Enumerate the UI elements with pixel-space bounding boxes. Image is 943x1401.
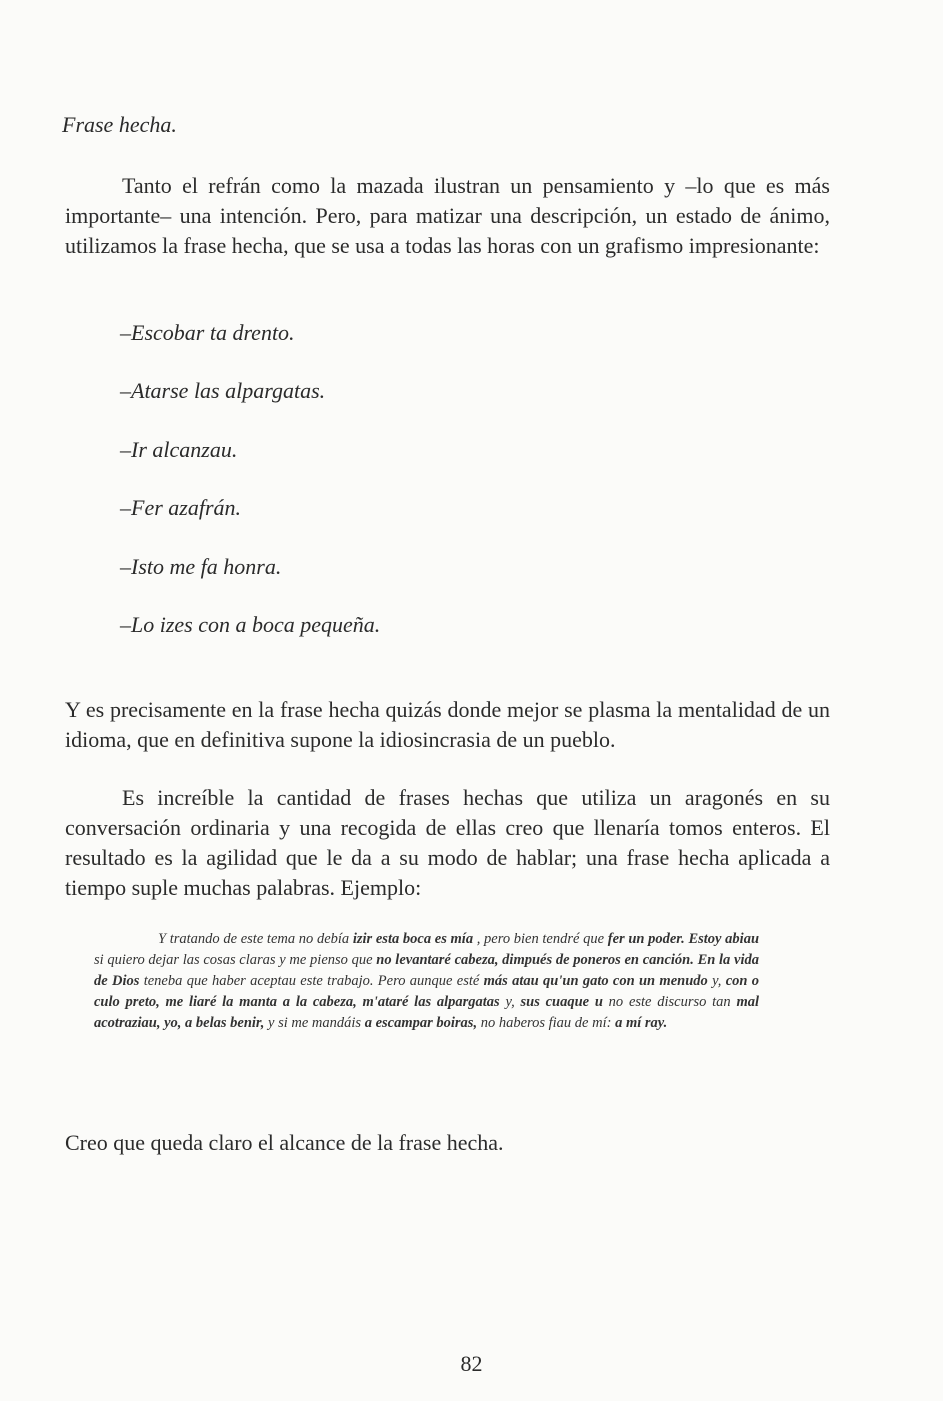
- example-segment: , pero bien tendré que: [473, 931, 608, 947]
- phrase-item: –Fer azafrán.: [120, 495, 241, 521]
- example-bold-segment: sus cuaque u: [520, 994, 603, 1010]
- example-segment: teneba que haber aceptau este trabajo. Pero aunque esté: [139, 973, 484, 989]
- intro-paragraph: Tanto el refrán como la mazada ilustran un pensamiento y –lo que es más importante– una intención. Pero, para matizar una descripción, un estado de ánimo, utilizamos la frase hecha, que se usa a todas las horas con un grafismo impresionante:: [65, 173, 830, 258]
- phrase-item: –Atarse las alpargatas.: [120, 378, 326, 404]
- example-segment: y,: [499, 994, 521, 1010]
- example-segment: Y tratando de este tema no debía: [158, 931, 353, 947]
- page-number: 82: [460, 1351, 483, 1376]
- phrase-item: –Escobar ta drento.: [120, 320, 295, 345]
- example-segment: y si me mandáis: [264, 1015, 365, 1031]
- example-segment: no este discurso tan: [602, 994, 737, 1010]
- example-segment: si quiero dejar las cosas claras y me pienso que: [94, 952, 377, 968]
- phrase-item: –Ir alcanzau.: [120, 436, 238, 462]
- example-bold-segment: mal acotraziau, yo, a belas benir,: [94, 994, 759, 1031]
- example-bold-segment: fer un poder.: [607, 931, 685, 947]
- section-heading: Frase hecha.: [62, 112, 177, 137]
- mentality-paragraph: Y es precisamente en la frase hecha quizás donde mejor se plasma la mentalidad de un idioma, que en definitiva supone la idiosincrasia de un pueblo.: [65, 697, 830, 752]
- quantity-paragraph: Es increíble la cantidad de frases hechas que utiliza un aragonés en su conversación ordinaria y una recogida de ellas creo que llenaría tomos enteros. El resultado es la agilidad que le da a su modo de hablar; una frase hecha aplicada a tiempo suple muchas palabras. Ejemplo:: [65, 785, 830, 900]
- example-bold-segment: a escampar boiras,: [364, 1015, 478, 1031]
- phrase-item: –Lo izes con a boca pequeña.: [120, 611, 381, 637]
- example-bold-segment: más atau qu'un gato con un menudo: [483, 973, 708, 989]
- example-bold-segment: Estoy abiau: [688, 931, 760, 947]
- conclusion-paragraph: Creo que queda claro el alcance de la frase hecha.: [65, 1130, 504, 1155]
- example-quote: [94, 929, 759, 1034]
- phrase-list: [120, 318, 380, 668]
- example-bold-segment: a mí ray.: [615, 1015, 668, 1031]
- phrase-item: –Isto me fa honra.: [120, 553, 282, 579]
- example-bold-segment: con o culo preto, me liaré la manta a la cabeza, m'ataré las alpargatas: [94, 973, 760, 1010]
- example-segment: no haberos fiau de mí:: [477, 1015, 616, 1031]
- example-bold-segment: izir esta boca es mía: [352, 931, 474, 947]
- example-segment: y,: [707, 973, 726, 989]
- example-bold-segment: no levantaré cabeza, dimpués de poneros en canción. En la vida de Dios: [94, 952, 759, 989]
